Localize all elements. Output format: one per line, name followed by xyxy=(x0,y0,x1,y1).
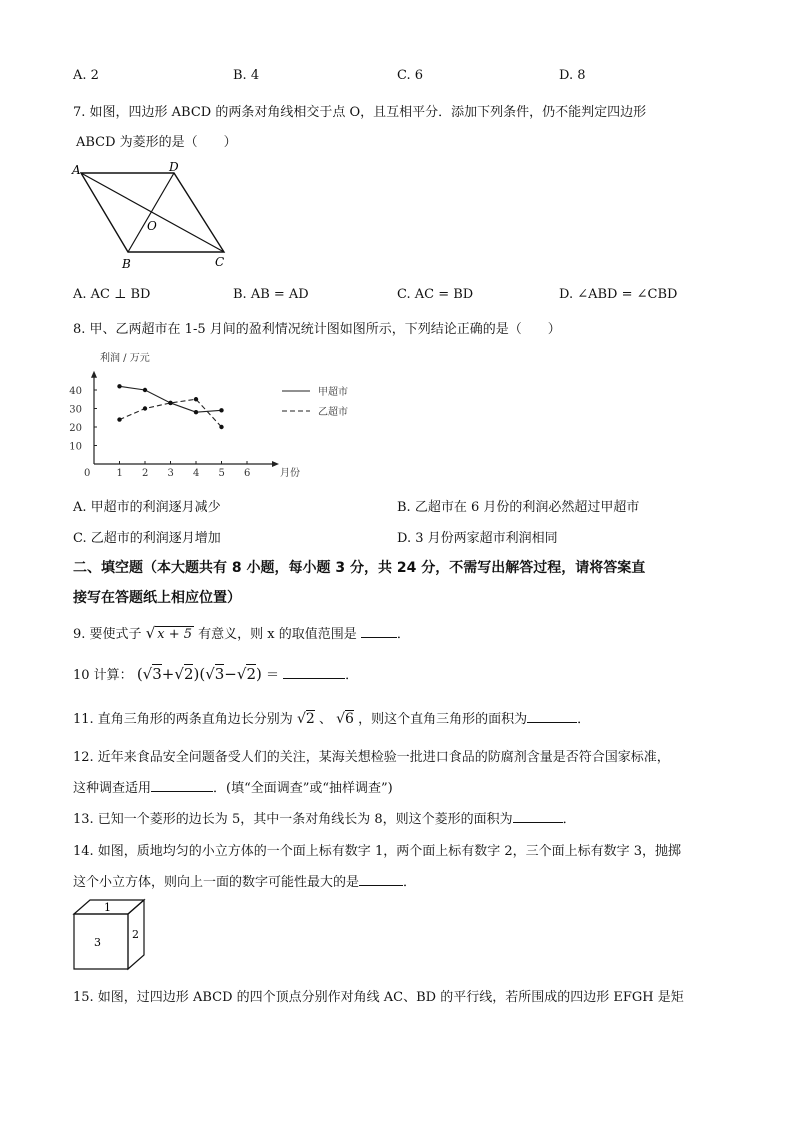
series-point-1 xyxy=(143,388,147,392)
cube-side-label: 2 xyxy=(132,928,139,941)
label-d: D xyxy=(169,160,179,174)
q12-line2: 这种调查适用 ．(填“全面调查”或“抽样调查”) xyxy=(73,781,393,796)
q8-option-a: A. 甲超市的利润逐月减少 xyxy=(73,500,221,515)
q6-option-c: C. 6 xyxy=(397,68,424,83)
origin-label: 0 xyxy=(84,468,91,479)
q6-option-d: D. 8 xyxy=(559,68,586,83)
cube-figure xyxy=(70,897,150,975)
section-heading-line1: 二、填空题（本大题共有 8 小题，每小题 3 分，共 24 分，不需写出解答过程，请将答案直 xyxy=(73,560,646,576)
q14-line1: 14. 如图，质地均匀的小立方体的一个面上标有数字 1，两个面上标有数字 2，三个面上标有数字 3，抛掷 xyxy=(73,844,682,859)
x-tick-label: 1 xyxy=(116,468,123,479)
series-line-1 xyxy=(120,386,222,412)
q7-option-a: A. AC ⊥ BD xyxy=(73,287,151,302)
y-tick-label: 40 xyxy=(69,386,82,397)
q13: 13. 已知一个菱形的边长为 5，其中一条对角线长为 8，则这个菱形的面积为 ． xyxy=(73,812,576,827)
q12-answer-blank xyxy=(151,780,213,792)
series-point-2 xyxy=(143,406,147,410)
sqrt-2: √2 xyxy=(296,711,315,727)
q10-answer-blank xyxy=(283,667,345,679)
series-point-1 xyxy=(117,384,121,388)
q8-stem: 8. 甲、乙两超市在 1-5 月间的盈利情况统计图如图所示，下列结论正确的是（ ） xyxy=(73,322,561,337)
sqrt-6: √6 xyxy=(336,711,354,727)
x-tick-label: 5 xyxy=(218,468,225,479)
q7-option-b: B. AB = AD xyxy=(233,287,309,302)
q14-answer-blank xyxy=(359,874,403,886)
x-axis-label: 月份 xyxy=(280,468,300,479)
diagonal-bd xyxy=(128,173,174,252)
x-tick-label: 4 xyxy=(193,468,200,479)
series-point-1 xyxy=(219,408,223,412)
y-tick-label: 10 xyxy=(69,441,82,453)
cube-top-label: 1 xyxy=(104,901,111,914)
sqrt-expression: √ x + 5 xyxy=(145,624,193,642)
y-axis-arrow-icon xyxy=(91,371,97,378)
x-tick-label: 2 xyxy=(142,468,149,479)
q14-line2: 这个小立方体，则向上一面的数字可能性最大的是 ． xyxy=(73,875,417,890)
y-tick-label: 20 xyxy=(69,423,82,434)
q10-expression: (√3+√2)(√3−√2) xyxy=(136,665,262,683)
y-axis-label: 利润 / 万元 xyxy=(100,353,150,364)
label-b: B xyxy=(122,257,131,271)
q9-answer-blank xyxy=(361,626,397,638)
cube-front-label: 3 xyxy=(94,936,101,949)
x-tick-label: 6 xyxy=(244,468,251,479)
series-point-2 xyxy=(219,425,223,429)
series-point-2 xyxy=(117,417,121,421)
legend-label-2: 乙超市 xyxy=(318,407,348,418)
q12-line1: 12. 近年来食品安全问题备受人们的关注，某海关想检验一批进口食品的防腐剂含量是否符合国家标准， xyxy=(73,750,670,765)
rhombus-figure xyxy=(70,158,240,270)
q10: 10 计算： (√3+√2)(√3−√2) ＝ ． xyxy=(73,665,359,683)
series-point-2 xyxy=(168,401,172,405)
q15-line1: 15. 如图，过四边形 ABCD 的四个顶点分别作对角线 AC、BD 的平行线，若所围成的四边形 EFGH 是矩 xyxy=(73,990,684,1005)
q7-stem-line1: 7. 如图，四边形 ABCD 的两条对角线相交于点 O，且互相平分．添加下列条件，仍不能判定四边形 xyxy=(73,105,647,120)
q7-option-c: C. AC = BD xyxy=(397,287,474,302)
q8-option-b: B. 乙超市在 6 月份的利润必然超过甲超市 xyxy=(397,500,640,515)
legend-label-1: 甲超市 xyxy=(318,387,348,398)
series-point-2 xyxy=(194,397,198,401)
q7-stem-line2: ABCD 为菱形的是（ ） xyxy=(76,135,237,150)
q11: 11. 直角三角形的两条直角边长分别为 √2 、 √6 ，则这个直角三角形的面积为 ． xyxy=(73,711,591,727)
profit-line-chart xyxy=(69,346,348,480)
q9: 9. 要使式子 √ x + 5 有意义，则 x 的取值范围是 ． xyxy=(73,624,410,642)
cube-front-face xyxy=(74,914,128,969)
q6-option-a: A. 2 xyxy=(73,68,99,83)
q8-option-c: C. 乙超市的利润逐月增加 xyxy=(73,531,221,546)
label-o: O xyxy=(147,219,157,233)
q8-option-d: D. 3 月份两家超市利润相同 xyxy=(397,531,558,546)
y-tick-label: 30 xyxy=(69,404,82,416)
label-a: A xyxy=(72,163,81,177)
label-c: C xyxy=(215,255,225,269)
section-heading-line2: 接写在答题纸上相应位置） xyxy=(73,590,241,606)
q13-answer-blank xyxy=(513,811,563,823)
x-axis-arrow-icon xyxy=(272,461,279,467)
q7-option-d: D. ∠ABD = ∠CBD xyxy=(559,287,678,302)
series-point-1 xyxy=(194,410,198,414)
radical-sign-icon: √ xyxy=(145,624,156,642)
q11-answer-blank xyxy=(527,711,577,723)
diagonal-ac xyxy=(81,173,224,252)
q6-option-b: B. 4 xyxy=(233,68,260,83)
x-tick-label: 3 xyxy=(167,468,174,479)
